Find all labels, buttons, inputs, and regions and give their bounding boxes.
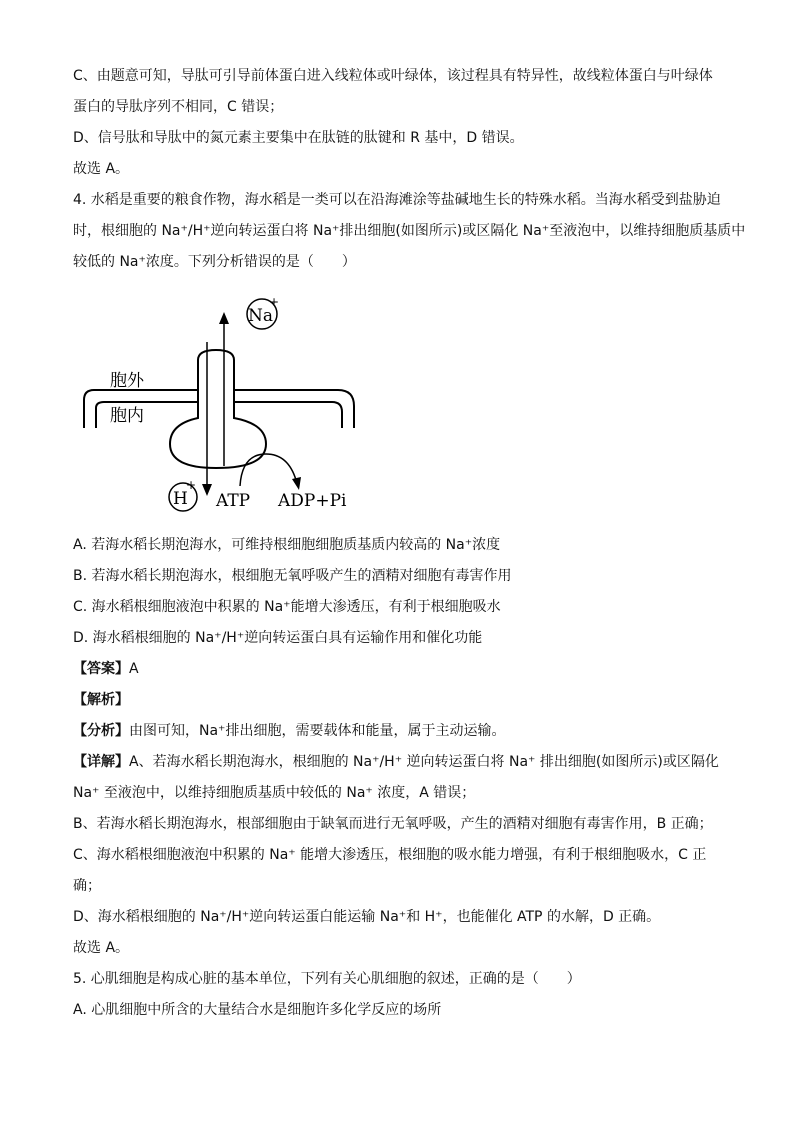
adp-pi-label: ADP+Pi [278,491,347,511]
text-line: 时，根细胞的 Na⁺/H⁺逆向转运蛋白将 Na⁺排出细胞(如图所示)或区隔化 Na⁺至液泡中，以维持细胞质基质中 [73,223,746,239]
option-b: B. 若海水稻长期泡海水，根细胞无氧呼吸产生的酒精对细胞有毒害作用 [73,568,512,584]
h-arrowhead [202,484,212,496]
outside-label: 胞外 [110,371,144,391]
xiangjie-line [73,752,721,772]
xiangjie-text: A、若海水稻长期泡海水，根细胞的 Na⁺/H⁺ 逆向转运蛋白将 Na⁺ 排出细胞(如图所示)或区隔化 [129,754,719,770]
question-5-stem: 5. 心肌细胞是构成心脏的基本单位，下列有关心肌细胞的叙述，正确的是（ ） [73,971,581,987]
analysis-line [73,690,721,710]
h-ion-label: H [173,489,188,509]
text-line: D、海水稻根细胞的 Na⁺/H⁺逆向转运蛋白能运输 Na⁺和 H⁺，也能催化 ATP 的水解，D 正确。 [73,909,661,925]
question-4-stem: 4. 水稻是重要的粮食作物，海水稻是一类可以在沿海滩涂等盐碱地生长的特殊水稻。当海水稻受到盐胁迫 [73,192,721,208]
text-line: 蛋白的导肽序列不相同，C 错误； [73,99,284,115]
text-line: C、由题意可知，导肽可引导前体蛋白进入线粒体或叶绿体，该过程具有特异性，故线粒体蛋白与叶绿体 [73,68,713,84]
atp-label: ATP [216,491,251,511]
answer-line [73,659,721,679]
text-line: 故选 A。 [73,940,130,956]
na-charge: + [269,295,280,309]
text-line: 较低的 Na⁺浓度。下列分析错误的是（ ） [73,254,356,270]
text-line: B、若海水稻长期泡海水，根部细胞由于缺氧而进行无氧呼吸，产生的酒精对细胞有毒害作用，B 正确； [73,816,713,832]
antiporter-protein [170,350,266,468]
text-line: C、海水稻根细胞液泡中积累的 Na⁺ 能增大渗透压，根细胞的吸水能力增强，有利于根细胞吸水，C 正 [73,847,707,863]
option-a: A. 心肌细胞中所含的大量结合水是细胞许多化学反应的场所 [73,1002,442,1018]
text-line: 故选 A。 [73,161,130,177]
text-line: 确； [73,878,101,894]
fenxi-heading: 【分析】 [73,723,129,739]
text-line: Na⁺ 至液泡中，以维持细胞质基质中较低的 Na⁺ 浓度，A 错误； [73,785,476,801]
analysis-heading: 【解析】 [73,692,129,708]
fenxi-text: 由图可知，Na⁺排出细胞，需要载体和能量，属于主动运输。 [129,723,506,739]
option-a: A. 若海水稻长期泡海水，可维持根细胞细胞质基质内较高的 Na⁺浓度 [73,537,501,553]
option-d: D. 海水稻根细胞的 Na⁺/H⁺逆向转运蛋白具有运输作用和催化功能 [73,630,483,646]
h-charge: + [186,478,197,492]
xiangjie-heading: 【详解】 [73,754,129,770]
inside-label: 胞内 [110,406,144,426]
answer-value: A [129,661,139,677]
na-arrowhead [219,312,229,324]
atp-arrowhead [292,477,301,490]
answer-heading: 【答案】 [73,661,129,677]
na-h-antiporter-diagram [70,290,390,520]
na-ion-label: Na [248,306,274,326]
text-line: D、信号肽和导肽中的氮元素主要集中在肽链的肽键和 R 基中，D 错误。 [73,130,524,146]
membrane-right-outer [234,390,354,428]
option-c: C. 海水稻根细胞液泡中积累的 Na⁺能增大渗透压，有利于根细胞吸水 [73,599,501,615]
fenxi-line [73,721,721,741]
